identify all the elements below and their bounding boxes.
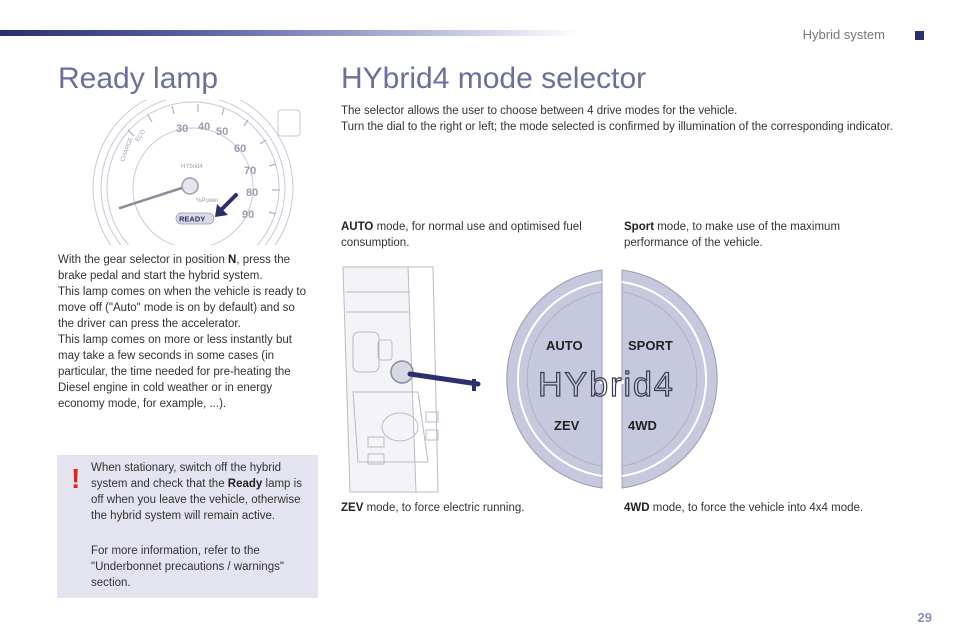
- sport-mode-text: Sport mode, to make use of the maximum performance of the vehicle.: [624, 221, 841, 249]
- dial-power-label: %Power: [196, 198, 219, 204]
- dial-charge-label: CHARGE: [120, 136, 135, 163]
- dial-brand: HYbrid4: [181, 164, 203, 170]
- zev-mode-text: ZEV mode, to force electric running.: [341, 502, 525, 514]
- dial-ready-label: READY: [179, 214, 206, 224]
- ready-lamp-body-3: This lamp comes on more or less instantly but may take a few seconds in some cases (in particular, the time needed for pre-heating the Diesel engine in cold weather or in energy economy mode, for example, ...).: [58, 334, 292, 410]
- warning-text: When stationary, switch off the hybrid system and check that the Ready lamp is off when you leave the vehicle, otherwise the hybrid system will remain active.: [91, 462, 302, 522]
- selector-zev-label: ZEV: [554, 418, 580, 433]
- auto-mode-text: AUTO mode, for normal use and optimised fuel consumption.: [341, 221, 582, 249]
- warning-box: [57, 455, 318, 598]
- dial-number-90: 90: [242, 209, 255, 221]
- dial-number-50: 50: [216, 126, 229, 138]
- ready-lamp-title: Ready lamp: [58, 62, 219, 95]
- mode-selector-title: HYbrid4 mode selector: [341, 62, 647, 95]
- ready-lamp-body: With the gear selector in position N, press the brake pedal and start the hybrid system. This lamp comes on when the vehicle is ready to move off ("Auto" mode is on by default) and so the driver can press the accelerator. This lamp comes on more or less instantly but may take a few seconds in some cases (in particular, the time needed for pre-heating the Diesel engine in cold weather or in energy economy mode, for example, ...).: [58, 254, 307, 410]
- dial-number-30: 30: [176, 123, 189, 135]
- dial-number-80: 80: [246, 187, 259, 199]
- selector-sport-label: SPORT: [628, 338, 673, 353]
- warning-reference: For more information, refer to the "Underbonnet precautions / warnings" section.: [91, 545, 284, 589]
- dial-eco-label: ECO: [134, 129, 148, 144]
- speedometer-dial-illustration: [88, 100, 318, 245]
- 4wd-mode-text: 4WD mode, to force the vehicle into 4x4 mode.: [624, 502, 864, 514]
- page-number: 29: [917, 610, 932, 625]
- dial-number-60: 60: [234, 143, 247, 155]
- section-title: Hybrid system: [802, 27, 885, 42]
- selector-auto-label: AUTO: [546, 338, 583, 353]
- mode-selector-illustration: [338, 262, 730, 497]
- warning-icon: !: [71, 463, 81, 494]
- section-marker-icon: [915, 31, 924, 40]
- ready-lamp-body-2: This lamp comes on when the vehicle is ready to move off ("Auto" mode is on by default) and so the driver can press the accelerator.: [58, 286, 307, 330]
- selector-brand: HYbrid4: [538, 366, 675, 404]
- selector-4wd-label: 4WD: [628, 418, 657, 433]
- gear-position-n: N: [228, 254, 237, 266]
- header-bar: [0, 30, 580, 36]
- dial-number-40: 40: [198, 121, 211, 133]
- dial-number-70: 70: [244, 165, 257, 177]
- selector-intro: The selector allows the user to choose between 4 drive modes for the vehicle. Turn the dial to the right or left; the mode selected is confirmed by illumination of the corresponding indicator.: [341, 105, 893, 133]
